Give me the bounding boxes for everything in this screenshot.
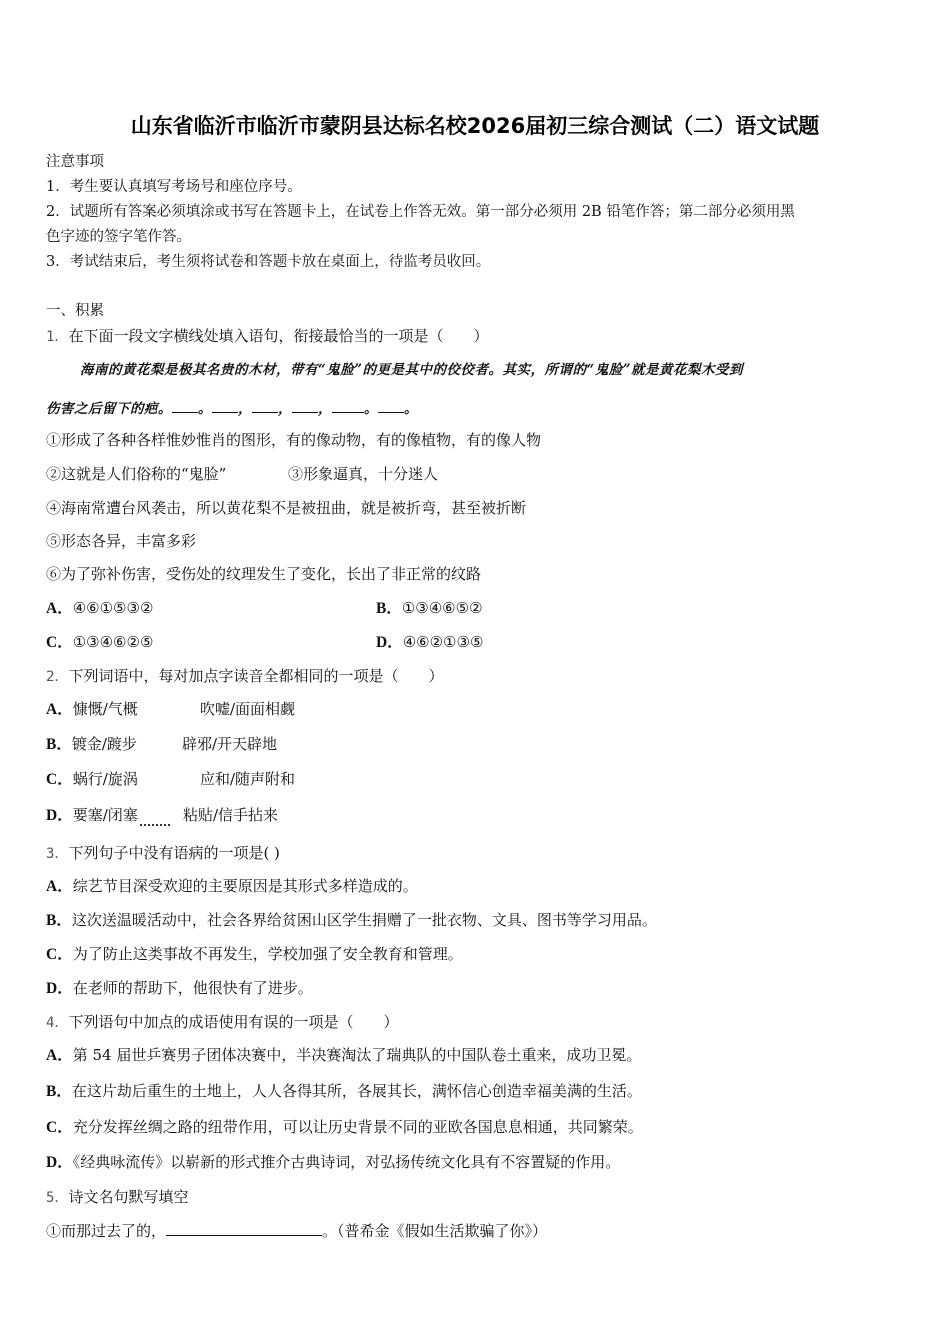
fill-blank[interactable] (172, 398, 198, 413)
sentence-item-3: ③形象逼真，十分迷人 (288, 465, 439, 483)
q2-option-d[interactable] (46, 805, 172, 826)
option-letter: C． (46, 1119, 73, 1136)
fill-blank[interactable] (378, 398, 404, 413)
passage-line-2 (46, 398, 418, 419)
emphasis-dots (140, 808, 170, 826)
option-text: 《经典咏流传》以崭新的形式推介古典诗词，对弘扬传统文化具有不容置疑的作用。 (72, 1153, 621, 1171)
sentence-item-2: ②这就是人们俗称的“鬼脸” (46, 465, 227, 483)
option-text: 这次送温暖活动中，社会各界给贫困山区学生捐赠了一批衣物、文具、图书等学习用品。 (71, 911, 657, 929)
section-heading: 一、积累 (46, 303, 104, 319)
question-text: 下列语句中加点的成语使用有误的一项是（ ） (68, 1013, 399, 1031)
punct: ， (318, 401, 332, 417)
q3-option-a[interactable] (46, 876, 418, 897)
answer-blank[interactable] (166, 1221, 322, 1236)
punct: 。 (198, 401, 212, 417)
q3-option-c[interactable] (46, 944, 463, 965)
question-number: 1． (46, 329, 69, 345)
question-1-stem (46, 326, 488, 347)
q1-option-d[interactable] (376, 632, 483, 653)
option-letter: A． (46, 701, 73, 718)
option-letter: A． (46, 878, 73, 895)
question-text: 在下面一段文字横线处填入语句，衔接最恰当的一项是（ ） (68, 327, 489, 345)
fill-blank[interactable] (252, 398, 278, 413)
q1-option-b[interactable] (376, 598, 483, 619)
q2-option-c[interactable] (46, 769, 138, 790)
option-text: ④⑥①⑤③② (72, 599, 154, 617)
q2-option-d-right: 粘贴/信手拈来 (183, 806, 279, 824)
option-letter: C． (46, 634, 73, 651)
notice-item-3: 3．考试结束后，考生须将试卷和答题卡放在桌面上，待监考员收回。 (46, 254, 491, 270)
item-suffix: 。（普希金《假如生活欺骗了你》） (322, 1222, 548, 1240)
option-letter: D． (46, 1154, 73, 1171)
q2-option-a[interactable] (46, 699, 138, 720)
fill-blank[interactable] (212, 398, 238, 413)
notice-item-2-cont: 色字迹的签字笔作答。 (46, 229, 191, 245)
q1-option-c[interactable] (46, 632, 153, 653)
sentence-item-4: ④海南常遭台风袭击，所以黄花梨不是被扭曲，就是被折弯，甚至被折断 (46, 499, 527, 517)
q2-option-c-right: 应和/随声附和 (200, 770, 296, 788)
q2-option-a-right: 吹嘘/面面相觑 (200, 700, 296, 718)
question-text: 下列词语中，每对加点字读音全都相同的一项是（ ） (68, 667, 444, 685)
option-letter: D． (46, 807, 73, 824)
option-left: 要塞/闭塞 (72, 806, 138, 824)
question-text: 下列句子中没有语病的一项是( ) (68, 844, 280, 862)
sentence-item-1: ①形成了各种各样惟妙惟肖的图形，有的像动物，有的像植物，有的像人物 (46, 431, 542, 449)
notice-heading: 注意事项 (46, 154, 104, 170)
sentence-item-5: ⑤形态各异，丰富多彩 (46, 532, 197, 550)
q4-option-a[interactable] (46, 1045, 641, 1066)
option-letter: A． (46, 600, 73, 617)
question-number: 2． (46, 669, 69, 685)
option-letter: B． (46, 736, 72, 753)
option-text: 第 54 届世乒赛男子团体决赛中，半决赛淘汰了瑞典队的中国队卷土重来，成功卫冕。 (72, 1046, 642, 1064)
q2-option-b[interactable] (46, 734, 137, 755)
question-number: 5． (46, 1190, 69, 1206)
question-number: 4． (46, 1015, 69, 1031)
option-left: 蜗行/旋涡 (72, 770, 138, 788)
q2-option-b-right: 辟邪/开天辟地 (182, 735, 278, 753)
notice-item-1: 1．考生要认真填写考场号和座位序号。 (46, 179, 302, 195)
option-letter: B． (376, 600, 402, 617)
option-letter: C． (46, 946, 73, 963)
q4-option-b[interactable] (46, 1081, 642, 1102)
option-text: ①③④⑥②⑤ (72, 633, 154, 651)
fill-blank[interactable] (292, 398, 318, 413)
option-text: ①③④⑥⑤② (401, 599, 483, 617)
q4-option-c[interactable] (46, 1117, 643, 1138)
question-text: 诗文名句默写填空 (68, 1188, 189, 1206)
question-number: 3． (46, 846, 69, 862)
punct: ， (238, 401, 252, 417)
fill-blank[interactable] (332, 398, 364, 413)
passage-text: 伤害之后留下的疤。 (46, 401, 172, 417)
passage-line-1: 海南的黄花梨是极其名贵的木材，带有“鬼脸”的更是其中的佼佼者。其实，所谓的“鬼脸”就是黄花梨木受到 (80, 362, 744, 378)
option-left: 镀金/踱步 (71, 735, 137, 753)
sentence-item-6: ⑥为了弥补伤害，受伤处的纹理发生了变化，长出了非正常的纹路 (46, 565, 482, 583)
item-prefix: ①而那过去了的， (46, 1222, 167, 1240)
option-letter: A． (46, 1047, 73, 1064)
q1-option-a[interactable] (46, 598, 153, 619)
option-letter: C． (46, 771, 73, 788)
punct: ， (278, 401, 292, 417)
option-text: 为了防止这类事故不再发生，学校加强了安全教育和管理。 (72, 945, 463, 963)
option-letter: D． (376, 634, 403, 651)
option-text: 综艺节目深受欢迎的主要原因是其形式多样造成的。 (72, 877, 418, 895)
exam-title: 山东省临沂市临沂市蒙阴县达标名校2026届初三综合测试（二）语文试题 (130, 114, 820, 138)
q3-option-b[interactable] (46, 910, 657, 931)
question-4-stem (46, 1012, 398, 1033)
option-text: 在这片劫后重生的土地上，人人各得其所，各展其长，满怀信心创造幸福美满的生活。 (71, 1082, 642, 1100)
option-letter: D． (46, 980, 73, 997)
q5-item-1 (46, 1221, 547, 1241)
q4-option-d[interactable] (46, 1152, 620, 1173)
question-5-stem (46, 1187, 188, 1208)
option-letter: B． (46, 912, 72, 929)
question-2-stem (46, 666, 443, 687)
option-letter: B． (46, 1083, 72, 1100)
q3-option-d[interactable] (46, 978, 313, 999)
punct: 。 (404, 401, 418, 417)
option-text: ④⑥②①③⑤ (402, 633, 484, 651)
notice-item-2: 2．试题所有答案必须填涂或书写在答题卡上，在试卷上作答无效。第一部分必须用 2B 铅笔作答；第二部分必须用黑 (46, 204, 795, 220)
option-text: 充分发挥丝绸之路的纽带作用，可以让历史背景不同的亚欧各国息息相通，共同繁荣。 (72, 1118, 643, 1136)
option-left: 慷慨/气概 (72, 700, 138, 718)
option-text: 在老师的帮助下，他很快有了进步。 (72, 979, 313, 997)
punct: 。 (364, 401, 378, 417)
question-3-stem (46, 843, 280, 864)
